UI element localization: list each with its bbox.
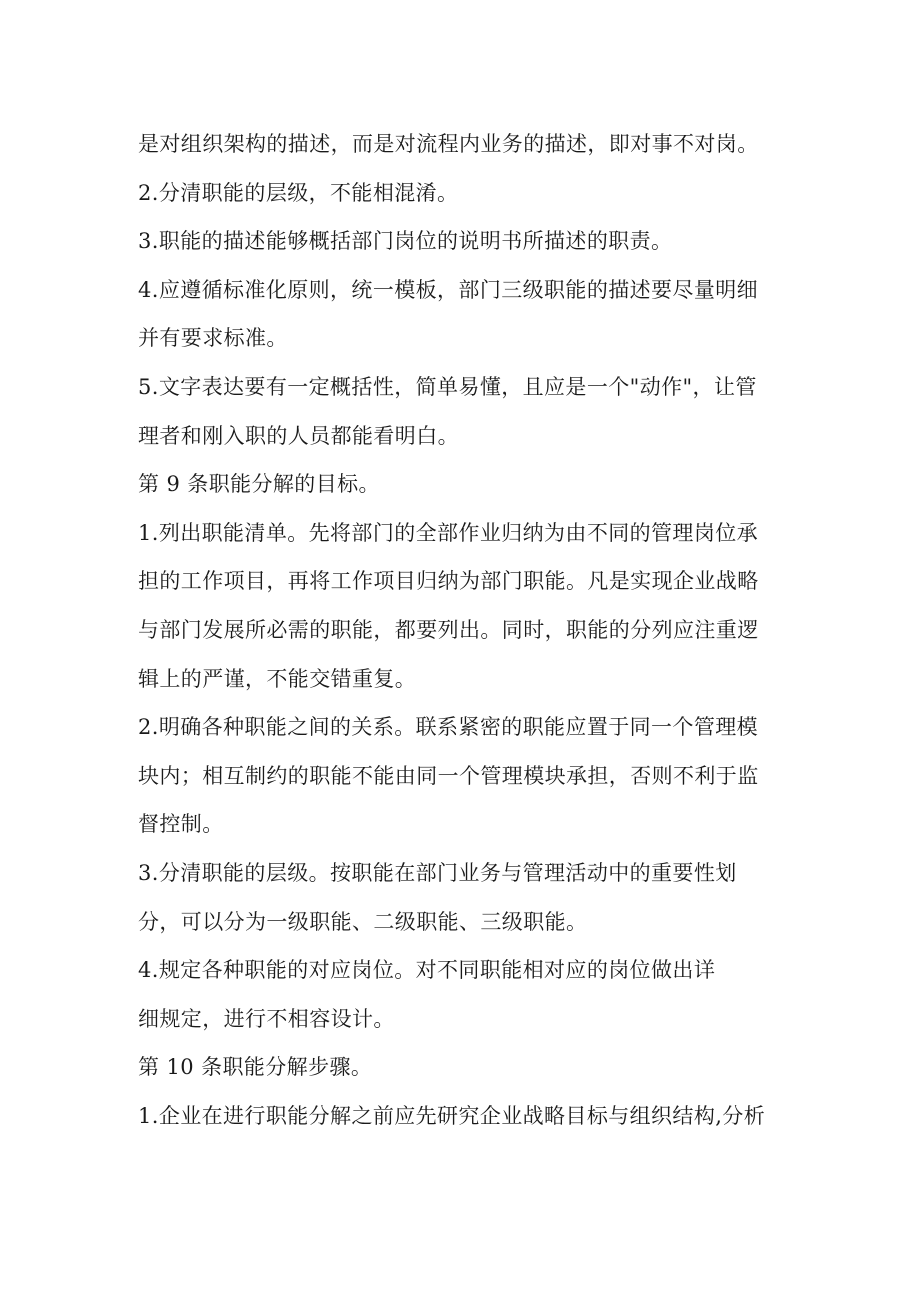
text-line: 理者和刚入职的人员都能看明白。 xyxy=(138,423,459,448)
text-line: 辑上的严谨，不能交错重复。 xyxy=(138,666,417,691)
text-line: 督控制。 xyxy=(138,812,224,837)
text-line: 块内；相互制约的职能不能由同一个管理模块承担，否则不利于监 xyxy=(138,763,759,788)
text-line: 4.规定各种职能的对应岗位。对不同职能相对应的岗位做出详 xyxy=(138,958,716,983)
text-line: 2.明确各种职能之间的关系。联系紧密的职能应置于同一个管理模 xyxy=(138,715,759,740)
text-line: 细规定，进行不相容设计。 xyxy=(138,1006,395,1031)
text-line: 4.应遵循标准化原则，统一模板，部门三级职能的描述要尽量明细 xyxy=(138,277,759,302)
text-line: 1.列出职能清单。先将部门的全部作业归纳为由不同的管理岗位承 xyxy=(138,520,759,545)
text-line: 与部门发展所必需的职能，都要列出。同时，职能的分列应注重逻 xyxy=(138,617,759,642)
section-heading: 第 10 条职能分解步骤。 xyxy=(138,1055,373,1080)
text-line: 是对组织架构的描述，而是对流程内业务的描述，即对事不对岗。 xyxy=(138,132,759,156)
text-line: 3.职能的描述能够概括部门岗位的说明书所描述的职责。 xyxy=(138,229,673,254)
section-heading: 第 9 条职能分解的目标。 xyxy=(138,472,380,497)
text-line: 分，可以分为一级职能、二级职能、三级职能。 xyxy=(138,909,588,934)
text-line: 5.文字表达要有一定概括性，简单易懂，且应是一个"动作"，让管 xyxy=(138,374,757,399)
text-line: 2.分清职能的层级，不能相混淆。 xyxy=(138,180,459,205)
text-line: 担的工作项目，再将工作项目归纳为部门职能。凡是实现企业战略 xyxy=(138,569,759,594)
text-line: 并有要求标准。 xyxy=(138,326,288,351)
document-body xyxy=(138,120,798,1140)
text-line: 3.分清职能的层级。按职能在部门业务与管理活动中的重要性划 xyxy=(138,860,737,885)
text-line: 1.企业在进行职能分解之前应先研究企业战略目标与组织结构,分析 xyxy=(138,1103,766,1128)
